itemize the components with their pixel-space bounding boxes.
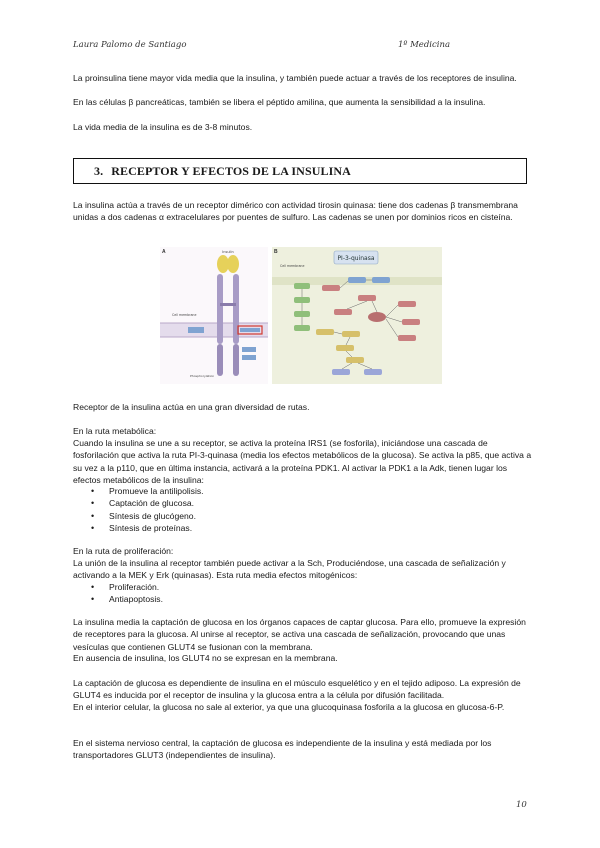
signaling-pathway-diagram [272, 247, 442, 384]
cns-paragraph: En el sistema nervioso central, la captación de glucosa es independiente de la insulina y está mediada por los transportadores GLUT3 (independientes de insulina). [73, 738, 492, 761]
list-item: • Proliferación. [73, 581, 533, 593]
intro-paragraph-3: La vida media de la insulina es de 3-8 minutos. [73, 122, 253, 132]
svg-text:PI-3-quinasa: PI-3-quinasa [337, 255, 375, 262]
panel-a-label: A [162, 249, 166, 255]
glucose-uptake-paragraph: La captación de glucosa es dependiente de insulina en el músculo esquelético y en el tejido adiposo. La expresión de GLUT4 es inducida por el receptor de insulina y la glucosa entra a la célula por difusión facilitada. [73, 678, 521, 701]
list-item: • Antiapoptosis. [73, 593, 533, 605]
list-item: • Síntesis de glucógeno. [73, 510, 533, 522]
intro-paragraph-2: En las células β pancreáticas, también se libera el péptido amilina, que aumenta la sensibilidad a la insulina. [73, 97, 486, 107]
figure-panel-a [160, 247, 268, 384]
glut4-absence-paragraph: En ausencia de insulina, los GLUT4 no se expresan en la membrana. [73, 653, 338, 663]
insulin-receptor-figure [160, 247, 442, 384]
list-item: • Promueve la antilipolisis. [73, 485, 533, 497]
metabolic-heading: En la ruta metabólica: [73, 426, 157, 436]
glucokinase-paragraph: En el interior celular, la glucosa no sale al exterior, ya que una glucoquinasa fosforila a la glucosa en glucosa-6-P. [73, 702, 505, 712]
header-course: 1º Medicina [398, 40, 451, 50]
proliferation-effects-list [73, 581, 533, 606]
figure-panel-b [272, 247, 442, 384]
proliferation-paragraph: La unión de la insulina al receptor también puede activar a la Sch, Produciéndose, una cascada de señalización y activando a la MEK y Erk (quinasas). Esta ruta media efectos mitogénicos: [73, 558, 506, 581]
routes-intro: Receptor de la insulina actúa en una gran diversidad de rutas. [73, 402, 310, 412]
metabolic-paragraph: Cuando la insulina se une a su receptor, se activa la proteína IRS1 (se fosforila), iniciándose una cascada de fosforilación que activa la ruta PI-3-quinasa (media los efectos metabólicos de la glucosa). Se activa la p85, que activa a su vez a la p110, que en última instancia, activará a la proteína PDK1. Al activar la PDK1 a la Adk, tienen lugar los efectos metabólicos de la insulina: [73, 438, 532, 485]
metabolic-effects-list [73, 485, 533, 534]
page-number: 10 [516, 800, 527, 810]
svg-text:Phosphorylation: Phosphorylation [190, 374, 215, 378]
glut4-paragraph: La insulina media la captación de glucosa en los órganos capaces de captar glucosa. Para ello, promueve la expresión de receptores para la glucosa. Al unirse al receptor, se activa una cascada de señalización, provocando que unas vesículas que contienen GLUT4 se fusionan con la membrana. [73, 617, 526, 652]
receptor-paragraph: La insulina actúa a través de un receptor dimérico con actividad tirosin quinasa: tiene dos cadenas β transmembrana unidas a dos cadenas α extracelulares por puentes de sulfuro. Las cadenas se unen por dominios ricos en cisteína. [73, 200, 518, 223]
svg-text:Cell membrane: Cell membrane [172, 313, 197, 317]
svg-text:Cell membrane: Cell membrane [280, 264, 305, 268]
panel-b-label: B [274, 249, 278, 255]
list-item: • Síntesis de proteínas. [73, 522, 533, 534]
proliferation-heading: En la ruta de proliferación: [73, 546, 174, 556]
section-title: RECEPTOR Y EFECTOS DE LA INSULINA [111, 163, 351, 178]
list-item: • Captación de glucosa. [73, 497, 533, 509]
header-author: Laura Palomo de Santiago [73, 40, 187, 50]
section-number: 3. [94, 163, 104, 178]
intro-paragraph-1: La proinsulina tiene mayor vida media que la insulina, y también puede actuar a través de los receptores de insulina. [73, 73, 517, 83]
section-heading [73, 158, 527, 184]
svg-text:Insulin: Insulin [222, 250, 234, 254]
receptor-structure-diagram [160, 247, 268, 384]
